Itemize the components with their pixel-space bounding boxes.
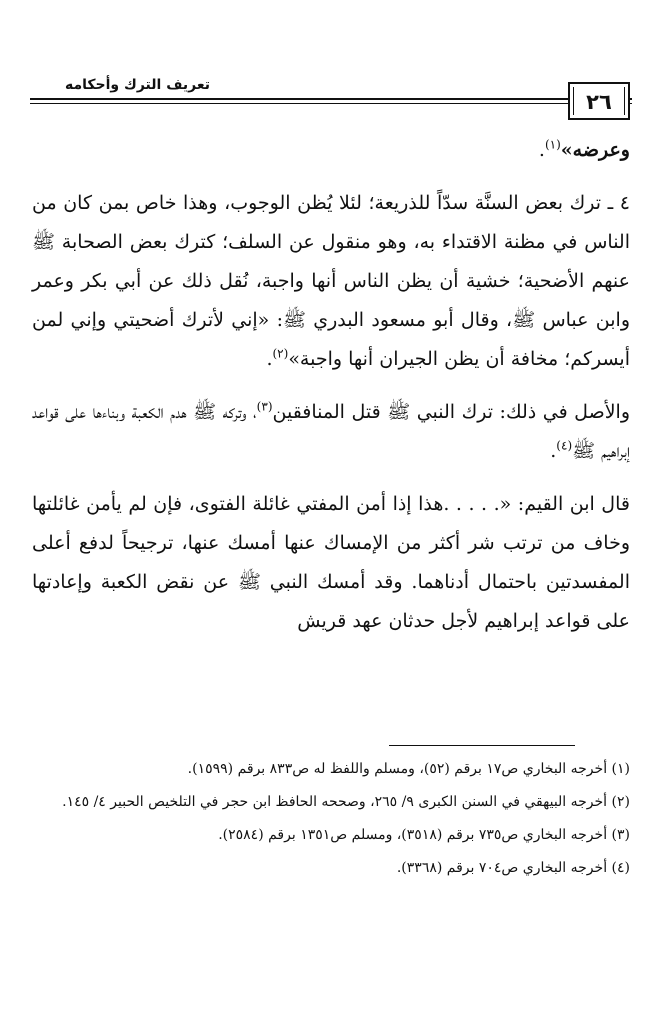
- paragraph-point-4: [32, 184, 630, 379]
- footnote-separator: [389, 745, 575, 746]
- running-header: [30, 76, 632, 122]
- page-number: ٢٦: [586, 90, 612, 114]
- footnote-1: (١) أخرجه البخاري ص١٧ برقم (٥٢)، ومسلم واللفظ له ص٨٣٣ برقم (١٥٩٩).: [187, 761, 630, 777]
- header-rule-thin: [30, 103, 632, 104]
- paragraph-text: ، وتركه ﷺ هدم الكعبة وبناءها على قواعد إبراهيم ﷺ: [32, 401, 630, 462]
- period: .: [538, 139, 545, 161]
- footnote-ref-2: (٢): [272, 346, 289, 361]
- paragraph-origin: [32, 393, 630, 471]
- quote-ending: وعرضه»: [560, 139, 630, 161]
- main-text: [32, 131, 630, 641]
- paragraph-text: ٤ ـ ترك بعض السنَّة سدّاً للذريعة؛ لئلا يُظن الوجوب، وهذا خاص بمن كان من الناس في مظنة الاقتداء به، وهو منقول عن السلف؛ كترك بعض الصحابة ﷺ عنهم الأضحية؛ خشية أن يظن الناس أنها واجبة، نُقل ذلك عن أبي بكر وعمر وابن عباس ﷺ، وقال أبو مسعود البدري ﷺ: «إني لأترك أضحيتي وإني لمن أيسركم؛ مخافة أن يظن الجيران أنها واجبة»: [32, 192, 630, 370]
- paragraph-text: والأصل في ذلك: ترك النبي ﷺ قتل المنافقين: [272, 401, 630, 423]
- footnotes: [32, 755, 630, 883]
- footnote-2: (٢) أخرجه البيهقي في السنن الكبرى ٩/ ٢٦٥، وصححه الحافظ ابن حجر في التلخيص الحبير ٤/ ١٤٥.: [62, 794, 630, 810]
- period: .: [550, 440, 557, 462]
- footnote-ref-4: (٤): [556, 438, 573, 453]
- footnote-3: (٣) أخرجه البخاري ص٧٣٥ برقم (٣٥١٨)، ومسلم ص١٣٥١ برقم (٢٥٨٤).: [218, 827, 630, 843]
- footnote-ref-1: (١): [544, 137, 561, 152]
- paragraph-continuation: [32, 131, 630, 170]
- header-rule: [30, 98, 632, 100]
- page-number-frame: [568, 82, 630, 120]
- footnote-ref-3: (٣): [256, 399, 273, 414]
- paragraph-ibn-qayyim: قال ابن القيم: «. . . . .هذا إذا أمن المفتي غائلة الفتوى، فإن لم يأمن غائلتها وخاف من ترتب شر أكثر من الإمساك عنها أمسك عنها، ترجيحاً لدفع أعلى المفسدتين باحتمال أدناهما. وقد أمسك النبي ﷺ عن نقض الكعبة وإعادتها على قواعد إبراهيم لأجل حدثان عهد قريش: [32, 493, 630, 632]
- running-title: تعريف الترك وأحكامه: [61, 76, 214, 94]
- period: .: [266, 348, 273, 370]
- footnote-4: (٤) أخرجه البخاري ص٧٠٤ برقم (٣٣٦٨).: [396, 860, 630, 876]
